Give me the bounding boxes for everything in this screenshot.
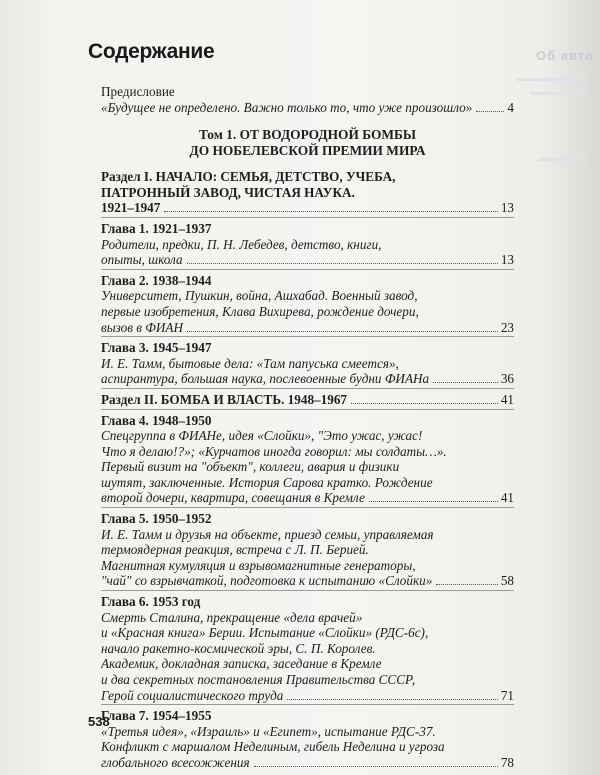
chapter-description-line: и «Красная книга» Берии. Испытание «Слойки» (РДС-6с), xyxy=(101,625,429,641)
chapter-description[interactable] xyxy=(101,371,514,387)
chapter-description-line: начало ракетно-космической эры, С. П. Королев. xyxy=(101,640,376,656)
volume-title-line: Том 1. ОТ ВОДОРОДНОЙ БОМБЫ xyxy=(198,127,417,143)
dot-leader xyxy=(254,766,498,767)
section-title-line: Раздел I. НАЧАЛО: СЕМЬЯ, ДЕТСТВО, УЧЕБА, xyxy=(101,169,396,185)
chapter-title: Глава 7. 1954–1955 xyxy=(101,708,212,724)
section-title[interactable] xyxy=(101,392,514,408)
chapter-title: Глава 5. 1950–1952 xyxy=(101,511,212,527)
chapter-description-line: Первый визит на "объект", коллеги, авария и физики xyxy=(101,459,400,475)
chapter-description-line: первые изобретения, Клава Вихирева, рождение дочери, xyxy=(101,303,419,319)
chapter-entry xyxy=(101,413,514,509)
section-title-text: 1921–1947 xyxy=(101,200,161,216)
chapter-description[interactable] xyxy=(101,755,514,771)
section-entry xyxy=(101,169,514,218)
chapter-description[interactable] xyxy=(101,490,514,506)
dot-leader xyxy=(187,331,498,332)
chapter-description-line: Конфликт с маршалом Неделиным, гибель Неделина и угроза xyxy=(101,739,445,755)
chapter-description-line: и два секретных постановления Правительства СССР, xyxy=(101,672,416,687)
section-title-text: Раздел II. БОМБА И ВЛАСТЬ. 1948–1967 xyxy=(101,391,348,407)
dot-leader xyxy=(187,263,498,264)
preface-entry[interactable] xyxy=(101,100,514,116)
chapter-description[interactable] xyxy=(101,252,514,268)
bleed-through-line xyxy=(538,158,586,161)
preface-subtitle: «Будущее не определено. Важно только то, что уже произошло» xyxy=(101,99,473,115)
dot-leader xyxy=(436,584,497,585)
dot-leader xyxy=(369,501,498,502)
chapter-entry xyxy=(101,511,514,591)
chapter-description-line: Смерть Сталина, прекращение «дела врачей» xyxy=(101,609,363,625)
page-ref: 13 xyxy=(500,200,514,216)
table-of-contents xyxy=(101,84,514,775)
page-ref: 41 xyxy=(500,490,514,506)
page-title: Содержание xyxy=(88,40,215,63)
volume-title-line: ДО НОБЕЛЕВСКОЙ ПРЕМИИ МИРА xyxy=(189,143,426,159)
chapter-description-text: "чай" со взрывчаткой, подготовка к испытанию «Слойки» xyxy=(101,573,433,589)
section-entry xyxy=(101,392,514,410)
page-number: 538 xyxy=(88,714,110,729)
bleed-through-text: Об авто xyxy=(536,48,594,63)
chapter-description-line: термоядерная реакция, встреча с Л. П. Берией. xyxy=(101,542,369,558)
dot-leader xyxy=(433,382,498,383)
page-ref: 58 xyxy=(500,573,514,589)
chapter-description-text: опыты, школа xyxy=(101,252,183,268)
chapter-description-line: Академик, докладная записка, заседание в Кремле xyxy=(101,656,382,672)
chapter-title: Глава 1. 1921–1937 xyxy=(101,220,212,236)
toc-preface xyxy=(101,84,514,115)
dot-leader xyxy=(287,699,497,700)
chapter-description[interactable] xyxy=(101,688,514,704)
chapter-description-line: Что я делаю!?»; «Курчатов иногда говорил: мы солдаты…». xyxy=(101,443,447,459)
chapter-description[interactable] xyxy=(101,573,514,589)
chapter-description-line: Университет, Пушкин, война, Ашхабад. Военный завод, xyxy=(101,288,418,304)
chapter-description-line: Родители, предки, П. Н. Лебедев, детство, книги, xyxy=(101,236,382,252)
chapter-entry xyxy=(101,340,514,389)
page-ref: 71 xyxy=(500,687,514,703)
volume-title xyxy=(101,127,514,159)
dot-leader xyxy=(164,211,497,212)
preface-title: Предисловие xyxy=(101,84,175,99)
bleed-through-line xyxy=(530,92,586,95)
page-ref: 41 xyxy=(500,391,514,407)
chapter-title: Глава 4. 1948–1950 xyxy=(101,412,212,428)
chapter-description-text: вызов в ФИАН xyxy=(101,319,183,335)
dot-leader xyxy=(476,111,504,112)
page-ref: 13 xyxy=(500,252,514,268)
chapter-description[interactable] xyxy=(101,320,514,336)
chapter-entry xyxy=(101,221,514,270)
page-ref: 23 xyxy=(500,319,514,335)
page-ref: 36 xyxy=(500,371,514,387)
section-title[interactable] xyxy=(101,200,514,216)
chapter-entry xyxy=(101,273,514,337)
page-ref: 4 xyxy=(507,99,514,115)
chapter-description-line: Магнитная кумуляция и взрывомагнитные генераторы, xyxy=(101,557,416,573)
chapter-entry xyxy=(101,594,514,705)
section-title-line: ПАТРОННЫЙ ЗАВОД, ЧИСТАЯ НАУКА. xyxy=(101,184,355,200)
chapter-description-line: «Третья идея», «Израиль» и «Египет», испытание РДС-37. xyxy=(101,723,436,739)
chapter-description-line: И. Е. Тамм, бытовые дела: «Там папуська смеется», xyxy=(101,355,399,371)
chapter-description-text: второй дочери, квартира, совещания в Кремле xyxy=(101,490,365,506)
chapter-entry xyxy=(101,708,514,771)
chapter-title: Глава 3. 1945–1947 xyxy=(101,340,212,356)
chapter-description-text: аспирантура, большая наука, послевоенные будни ФИАНа xyxy=(101,371,430,387)
chapter-description-text: Герой социалистического труда xyxy=(101,687,284,703)
dot-leader xyxy=(351,403,498,404)
chapter-title: Глава 2. 1938–1944 xyxy=(101,272,212,288)
chapter-title: Глава 6. 1953 год xyxy=(101,594,201,610)
page-ref: 78 xyxy=(500,754,514,770)
bleed-through-line xyxy=(516,78,586,81)
chapter-description-text: глобального всесожжения xyxy=(101,754,250,770)
chapter-description-line: Спецгруппа в ФИАНе, идея «Слойки», "Это ужас, ужас! xyxy=(101,428,423,444)
chapter-description-line: шутят, заключенные. История Сарова кратко. Рождение xyxy=(101,474,433,490)
toc-sections xyxy=(101,169,514,771)
chapter-description-line: И. Е. Тамм и друзья на объекте, приезд семьи, управляемая xyxy=(101,526,434,542)
